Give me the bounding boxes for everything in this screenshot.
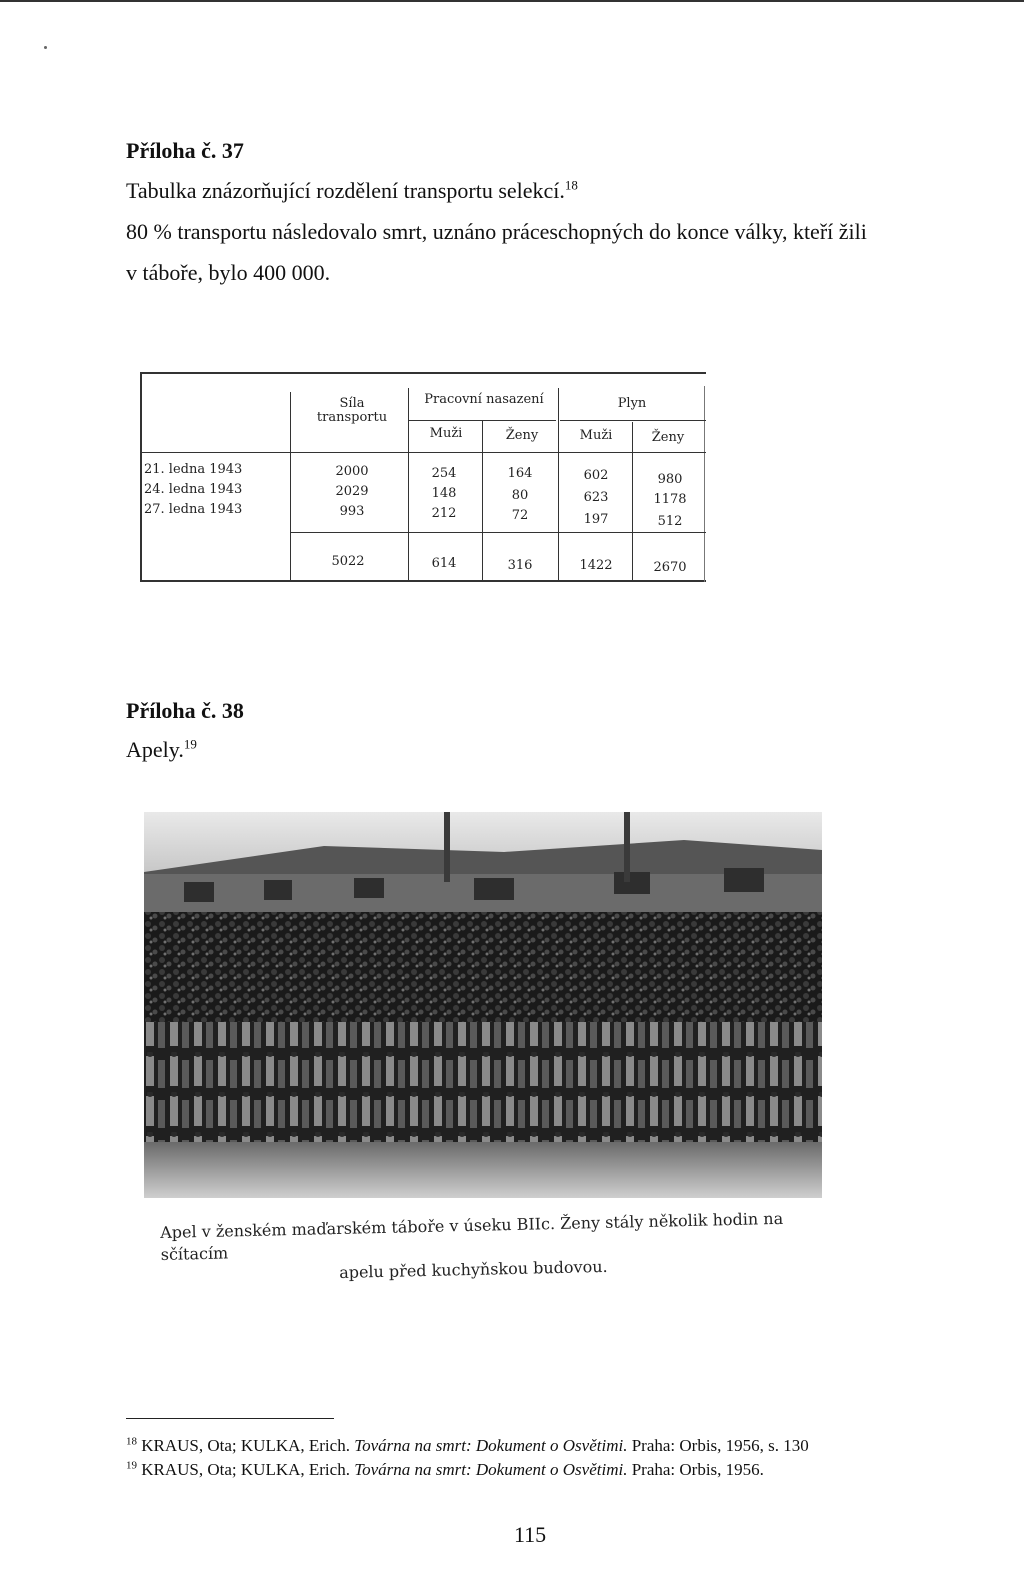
scan-top-edge (0, 0, 1024, 2)
total-plyn-muzi: 1422 (579, 558, 613, 573)
scan-speck (44, 46, 47, 49)
appendix-37-description-line2: v táboře, bylo 400 000. (126, 260, 331, 285)
total-plyn-zeny: 2670 (653, 560, 687, 575)
row-pracovni-zeny: 164 (507, 466, 533, 481)
footnote-18 (126, 1436, 809, 1456)
row-plyn-muzi: 623 (583, 490, 609, 505)
header-plyn-zeny: Ženy (651, 430, 685, 445)
appendix-37-heading: Příloha č. 37 (126, 138, 244, 163)
row-pracovni-muzi: 212 (431, 506, 457, 521)
photo-caption-line1: Apel v ženském maďarském táboře v úseku BIIc. Ženy stály několik hodin na sčítacím (160, 1208, 784, 1264)
col-divider-2 (408, 388, 409, 582)
row-pracovni-zeny: 72 (511, 508, 529, 523)
appendix-37-caption (126, 178, 578, 204)
row-pracovni-zeny: 80 (511, 488, 529, 503)
row-sila: 993 (339, 504, 365, 519)
total-sila: 5022 (331, 554, 365, 569)
roll-call-photo-image (144, 812, 822, 1198)
footnote-number: 19 (126, 1459, 137, 1472)
footnote-ref-18: 18 (564, 177, 578, 193)
row-pracovni-muzi: 148 (431, 486, 457, 501)
footnote-number: 18 (126, 1435, 137, 1448)
plyn-subdivider (560, 420, 706, 421)
header-plyn: Plyn (617, 396, 647, 411)
roll-call-photo (144, 812, 822, 1198)
page-number: 115 (514, 1522, 547, 1547)
appendix-37-caption-text: Tabulka znázorňující rozdělení transportu selekcí. (126, 178, 565, 203)
header-pracovni-nasazeni: Pracovní nasazení (424, 392, 544, 407)
row-plyn-zeny: 512 (657, 514, 683, 529)
row-date: 27. ledna 1943 (144, 502, 243, 517)
appendix-37-description-line1: 80 % transportu následovalo smrt, uznáno práceschopných do konce války, kteří žili (126, 219, 867, 244)
appendix-38-caption (126, 737, 197, 763)
table-border-left (140, 372, 142, 582)
row-plyn-zeny: 1178 (653, 492, 687, 507)
table-border-right (704, 386, 705, 582)
footnote-title: Továrna na smrt: Dokument o Osvětimi. (354, 1436, 628, 1455)
footnote-title: Továrna na smrt: Dokument o Osvětimi. (354, 1460, 628, 1479)
photo-caption-line2: apelu před kuchyňskou budovou. (338, 1256, 608, 1282)
col-divider-1 (290, 392, 291, 582)
row-sila: 2029 (335, 484, 369, 499)
footnote-publisher: Praha: Orbis, 1956. (631, 1460, 764, 1479)
appendix-38-heading: Příloha č. 38 (126, 698, 244, 723)
photo-caption (160, 1207, 831, 1288)
col-divider-4 (558, 388, 559, 582)
header-plyn-muzi: Muži (579, 428, 613, 443)
footnote-authors: KRAUS, Ota; KULKA, Erich. (141, 1460, 350, 1479)
header-pracovni-zeny: Ženy (505, 428, 539, 443)
row-plyn-zeny: 980 (657, 472, 683, 487)
header-transportu: transportu (316, 410, 388, 425)
total-pracovni-zeny: 316 (507, 558, 533, 573)
col-divider-5 (632, 422, 633, 582)
row-pracovni-muzi: 254 (431, 466, 457, 481)
footnote-ref-19: 19 (183, 736, 197, 752)
row-plyn-muzi: 197 (583, 512, 609, 527)
header-divider (140, 452, 706, 453)
header-sila: Síla (339, 396, 365, 411)
total-pracovni-muzi: 614 (431, 556, 457, 571)
header-pracovni-muzi: Muži (429, 426, 463, 441)
row-date: 21. ledna 1943 (144, 462, 243, 477)
footnote-publisher: Praha: Orbis, 1956, s. 130 (631, 1436, 809, 1455)
row-plyn-muzi: 602 (583, 468, 609, 483)
row-date: 24. ledna 1943 (144, 482, 243, 497)
col-divider-3 (482, 420, 483, 582)
footnote-19 (126, 1460, 764, 1480)
table-border-top (140, 372, 706, 374)
table-border-bottom (140, 580, 706, 582)
appendix-38-caption-text: Apely. (126, 737, 184, 762)
transport-selection-table (140, 372, 706, 586)
row-sila: 2000 (335, 464, 369, 479)
totals-divider (290, 532, 706, 533)
footnote-separator (126, 1418, 334, 1419)
footnote-authors: KRAUS, Ota; KULKA, Erich. (141, 1436, 350, 1455)
